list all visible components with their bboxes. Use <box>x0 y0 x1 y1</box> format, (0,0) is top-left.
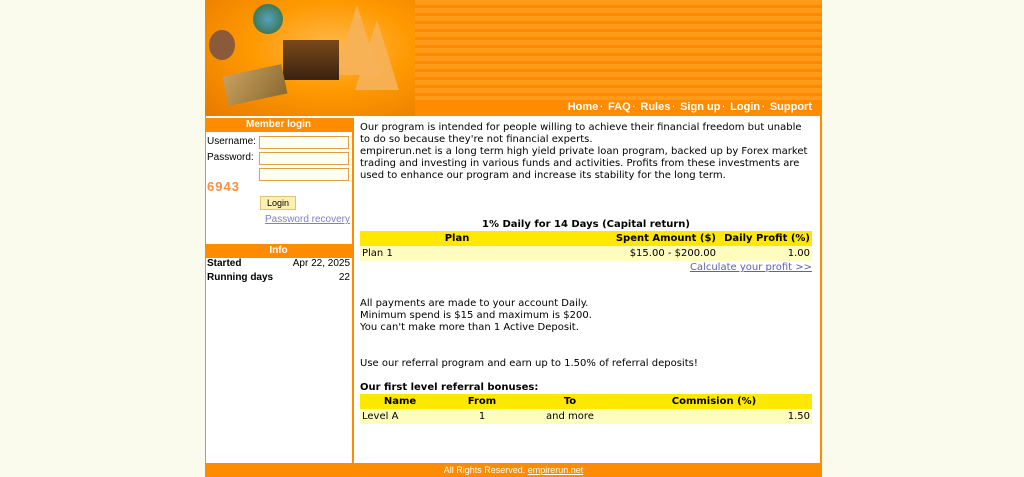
started-label: Started <box>207 258 242 269</box>
ref-to: and more <box>524 409 616 424</box>
nav-login[interactable]: Login <box>730 101 761 113</box>
nav-support[interactable]: Support <box>769 101 812 113</box>
password-recovery-link[interactable]: Password recovery <box>264 214 350 225</box>
info-box <box>205 258 352 286</box>
info-running-row <box>205 272 352 286</box>
nav-separator: · <box>672 102 676 111</box>
info-title: Info <box>205 244 352 258</box>
plan-profit: 1.00 <box>718 246 812 261</box>
captcha-input[interactable] <box>259 168 349 181</box>
running-days-label: Running days <box>207 272 274 283</box>
referral-table-header <box>360 394 812 409</box>
col-daily-profit: Daily Profit (%) <box>718 231 812 246</box>
main-content <box>360 122 812 424</box>
plan-table <box>360 231 812 261</box>
mansion-image <box>283 40 339 80</box>
nav-separator: · <box>762 102 765 111</box>
nav-faq[interactable]: FAQ <box>608 101 631 113</box>
nav-home[interactable]: Home <box>567 101 599 113</box>
ref-commission: 1.50 <box>616 409 812 424</box>
intro-text-2: empirerun.net is a long term high yield private loan program, backed up by Forex market trading and investing in various funds and activities. Profits from these investments are used to enhance our program and increase its stability for the long term. <box>360 146 808 181</box>
footer-text: All Rights Reserved. <box>443 465 526 475</box>
plant-image <box>253 4 283 34</box>
ref-name: Level A <box>360 409 440 424</box>
col-from: From <box>440 394 524 409</box>
ref-from: 1 <box>440 409 524 424</box>
top-nav <box>568 101 812 113</box>
running-days-value: 22 <box>338 272 350 283</box>
login-form <box>205 132 352 238</box>
referral-table <box>360 394 812 424</box>
plan-title: 1% Daily for 14 Days (Capital return) <box>481 219 690 230</box>
nav-signup[interactable]: Sign up <box>680 101 721 113</box>
payments-text-2: Minimum spend is $15 and maximum is $200. <box>360 310 592 321</box>
username-label: Username: <box>207 136 256 147</box>
plan-table-header <box>360 231 812 246</box>
spacer <box>360 370 812 382</box>
person-image <box>209 30 235 60</box>
login-button[interactable]: Login <box>260 196 296 210</box>
nav-separator: · <box>632 102 636 111</box>
nav-separator: · <box>600 102 603 111</box>
sail-shape <box>355 20 399 90</box>
info-started-row <box>205 258 352 272</box>
col-plan: Plan <box>360 231 554 246</box>
captcha-image: 6943 <box>207 179 240 194</box>
referral-text: Use our referral program and earn up to 1.50% of referral deposits! <box>360 358 698 369</box>
right-border <box>820 116 822 463</box>
footer-site-link[interactable]: empirerun.net <box>527 465 584 475</box>
col-to: To <box>524 394 616 409</box>
page <box>205 0 822 477</box>
spacer <box>360 274 812 298</box>
password-input[interactable] <box>259 152 349 165</box>
started-value: Apr 22, 2025 <box>292 258 350 269</box>
nav-separator: · <box>722 102 726 111</box>
referral-title: Our first level referral bonuses: <box>360 382 539 393</box>
header-banner <box>205 0 822 116</box>
header-artwork <box>205 0 415 116</box>
left-sidebar <box>205 118 354 463</box>
payments-text-1: All payments are made to your account Daily. <box>360 298 589 309</box>
header-stripes <box>405 0 822 100</box>
plan-name: Plan 1 <box>360 246 554 261</box>
table-row <box>360 246 812 261</box>
footer <box>205 463 822 477</box>
col-commission: Commision (%) <box>616 394 812 409</box>
plan-spent: $15.00 - $200.00 <box>554 246 718 261</box>
money-image <box>223 64 288 106</box>
member-login-title: Member login <box>205 118 352 132</box>
password-label: Password: <box>207 152 254 163</box>
username-input[interactable] <box>259 136 349 149</box>
intro-text-1: Our program is intended for people willing to achieve their financial freedom but unable to do so because they're not financial experts. <box>360 122 802 145</box>
col-spent-amount: Spent Amount ($) <box>554 231 718 246</box>
nav-rules[interactable]: Rules <box>640 101 671 113</box>
payments-text-3: You can't make more than 1 Active Deposit. <box>360 322 579 333</box>
spacer <box>360 334 812 358</box>
table-row <box>360 409 812 424</box>
col-name: Name <box>360 394 440 409</box>
calculate-profit-link[interactable]: Calculate your profit >> <box>689 262 812 273</box>
